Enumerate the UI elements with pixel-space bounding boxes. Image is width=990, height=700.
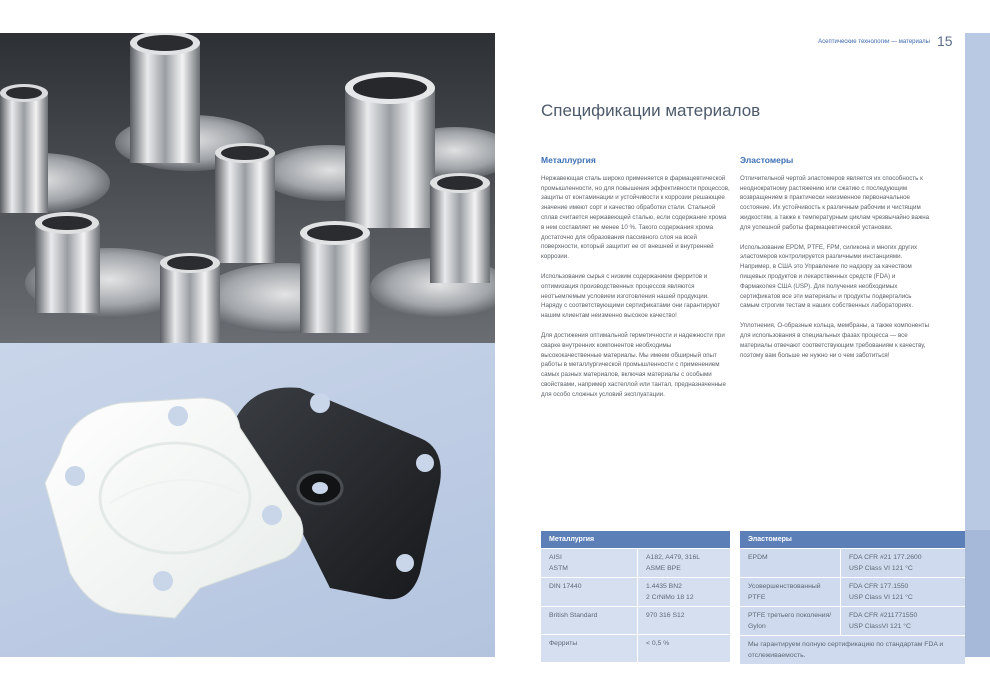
- metallurgy-paragraph: Использование сырья с низким содержанием ферритов и оптимизация производственных процессов являются неотъемлемым условием изготовления нашей продукции. Наряду с соответствующими сертификатами они гарантируют нашим клиентам неизменно высокое качество!: [541, 272, 721, 320]
- elastomers-paragraph: Использование EPDM, PTFE, FPM, силикона и многих других эластомеров контролируется различными инстанциями. Например, в США это Управление по надзору за качеством пищевых продуктов и лекарственных средств (FDA) и Фармакопея США (USP). Для получения необходимых сертификатов все эти материалы и продукты подвергались самым строгим тестам в наших собственных лабораториях.: [740, 243, 918, 310]
- table-cell: AISI ASTM: [541, 549, 638, 578]
- elastomers-paragraph: Отличительной чертой эластомеров является их способность к неоднократному растяжению или сжатию с последующим возвращением в практически неизменное первоначальное состояние. Их устойчивость к различным рабочим и чистящим жидкостям, а также к температурным циклам чрезвычайно важна для успешной работы фармацевтической установки.: [740, 174, 930, 231]
- table-row: [541, 549, 730, 578]
- table-row: [740, 636, 965, 665]
- running-head: Асептические технологии — материалы: [818, 39, 930, 45]
- table-cell: Ферриты: [541, 635, 638, 663]
- stainless-fittings-illustration: [0, 33, 495, 343]
- table-row: [740, 607, 965, 636]
- table-row: [541, 635, 730, 663]
- diaphragm-gaskets-illustration: [0, 343, 495, 657]
- table-row: [541, 607, 730, 635]
- metallurgy-table: [541, 531, 730, 662]
- table-row: [740, 578, 965, 607]
- page-title: Спецификации материалов: [541, 101, 761, 120]
- table-row: [740, 549, 965, 578]
- table-cell: < 0,5 %: [638, 635, 731, 663]
- metallurgy-section: [541, 156, 731, 410]
- elastomers-heading: Эластомеры: [740, 155, 794, 165]
- table-cell: British Standard: [541, 607, 638, 635]
- metallurgy-heading: Металлургия: [541, 155, 596, 165]
- table-cell: Усовершенствованный PTFE: [740, 578, 841, 607]
- stainless-fittings-photo: [0, 33, 495, 343]
- table-cell: PTFE третьего поколения/ Gylon: [740, 607, 841, 636]
- table-cell: FDA CFR 177.1550 USP Class VI 121 °C: [841, 578, 966, 607]
- table-cell: FDA CFR #211771550 USP ClassVI 121 °C: [841, 607, 966, 636]
- side-color-band-lower: [965, 530, 990, 657]
- table-header: Эластомеры: [740, 531, 965, 549]
- elastomers-paragraph: Уплотнения, О-образные кольца, мембраны, а также компоненты для использования в специальных фазах процесса — все материалы отвечают соответствующим требованиям к качеству, поэтому вам больше не нужно ни о чем заботиться!: [740, 322, 930, 359]
- table-cell: A182, A479, 316L ASME BPE: [638, 549, 731, 578]
- table-cell: 970 316 S12: [638, 607, 731, 635]
- metallurgy-paragraph: Для достижения оптимальной герметичности и надежности при сварке внутренних компонентов необходимы высококачественные материалы. Мы имеем обширный опыт работы в металлургической промышленности с применением самых разных материалов, включая материалы с особыми свойствами, например хастеллой или тантал, предназначенные для особо сложных условий эксплуатации.: [541, 331, 726, 398]
- table-cell: FDA CFR #21 177.2600 USP Class VI 121 °C: [841, 549, 966, 578]
- table-row: [541, 578, 730, 607]
- table-header: Металлургия: [541, 531, 730, 549]
- table-footer-note: Мы гарантируем полную сертификацию по стандартам FDA и отслеживаемость.: [740, 636, 965, 665]
- table-cell: EPDM: [740, 549, 841, 578]
- table-cell: DIN 17440: [541, 578, 638, 607]
- elastomers-section: [740, 156, 930, 370]
- diaphragm-gaskets-photo: [0, 343, 495, 657]
- elastomers-table: [740, 531, 965, 664]
- table-cell: 1.4435 BN2 2 CrNiMo 18 12: [638, 578, 731, 607]
- metallurgy-paragraph: Нержавеющая сталь широко применяется в фармацевтической промышленности, но для повышения эффективности процессов, защиты от контаминации и устойчивости к коррозии решающее значение имеют сорт и качество обработки стали. Стальной сплав считается нержавеющей сталью, если содержание хрома в нем составляет не менее 10 %. Такого содержания хрома достаточно для образования пассивного слоя на всей поверхности, который защитит ее от внешней и внутренней коррозии.: [541, 174, 730, 261]
- page-number: 15: [937, 33, 953, 49]
